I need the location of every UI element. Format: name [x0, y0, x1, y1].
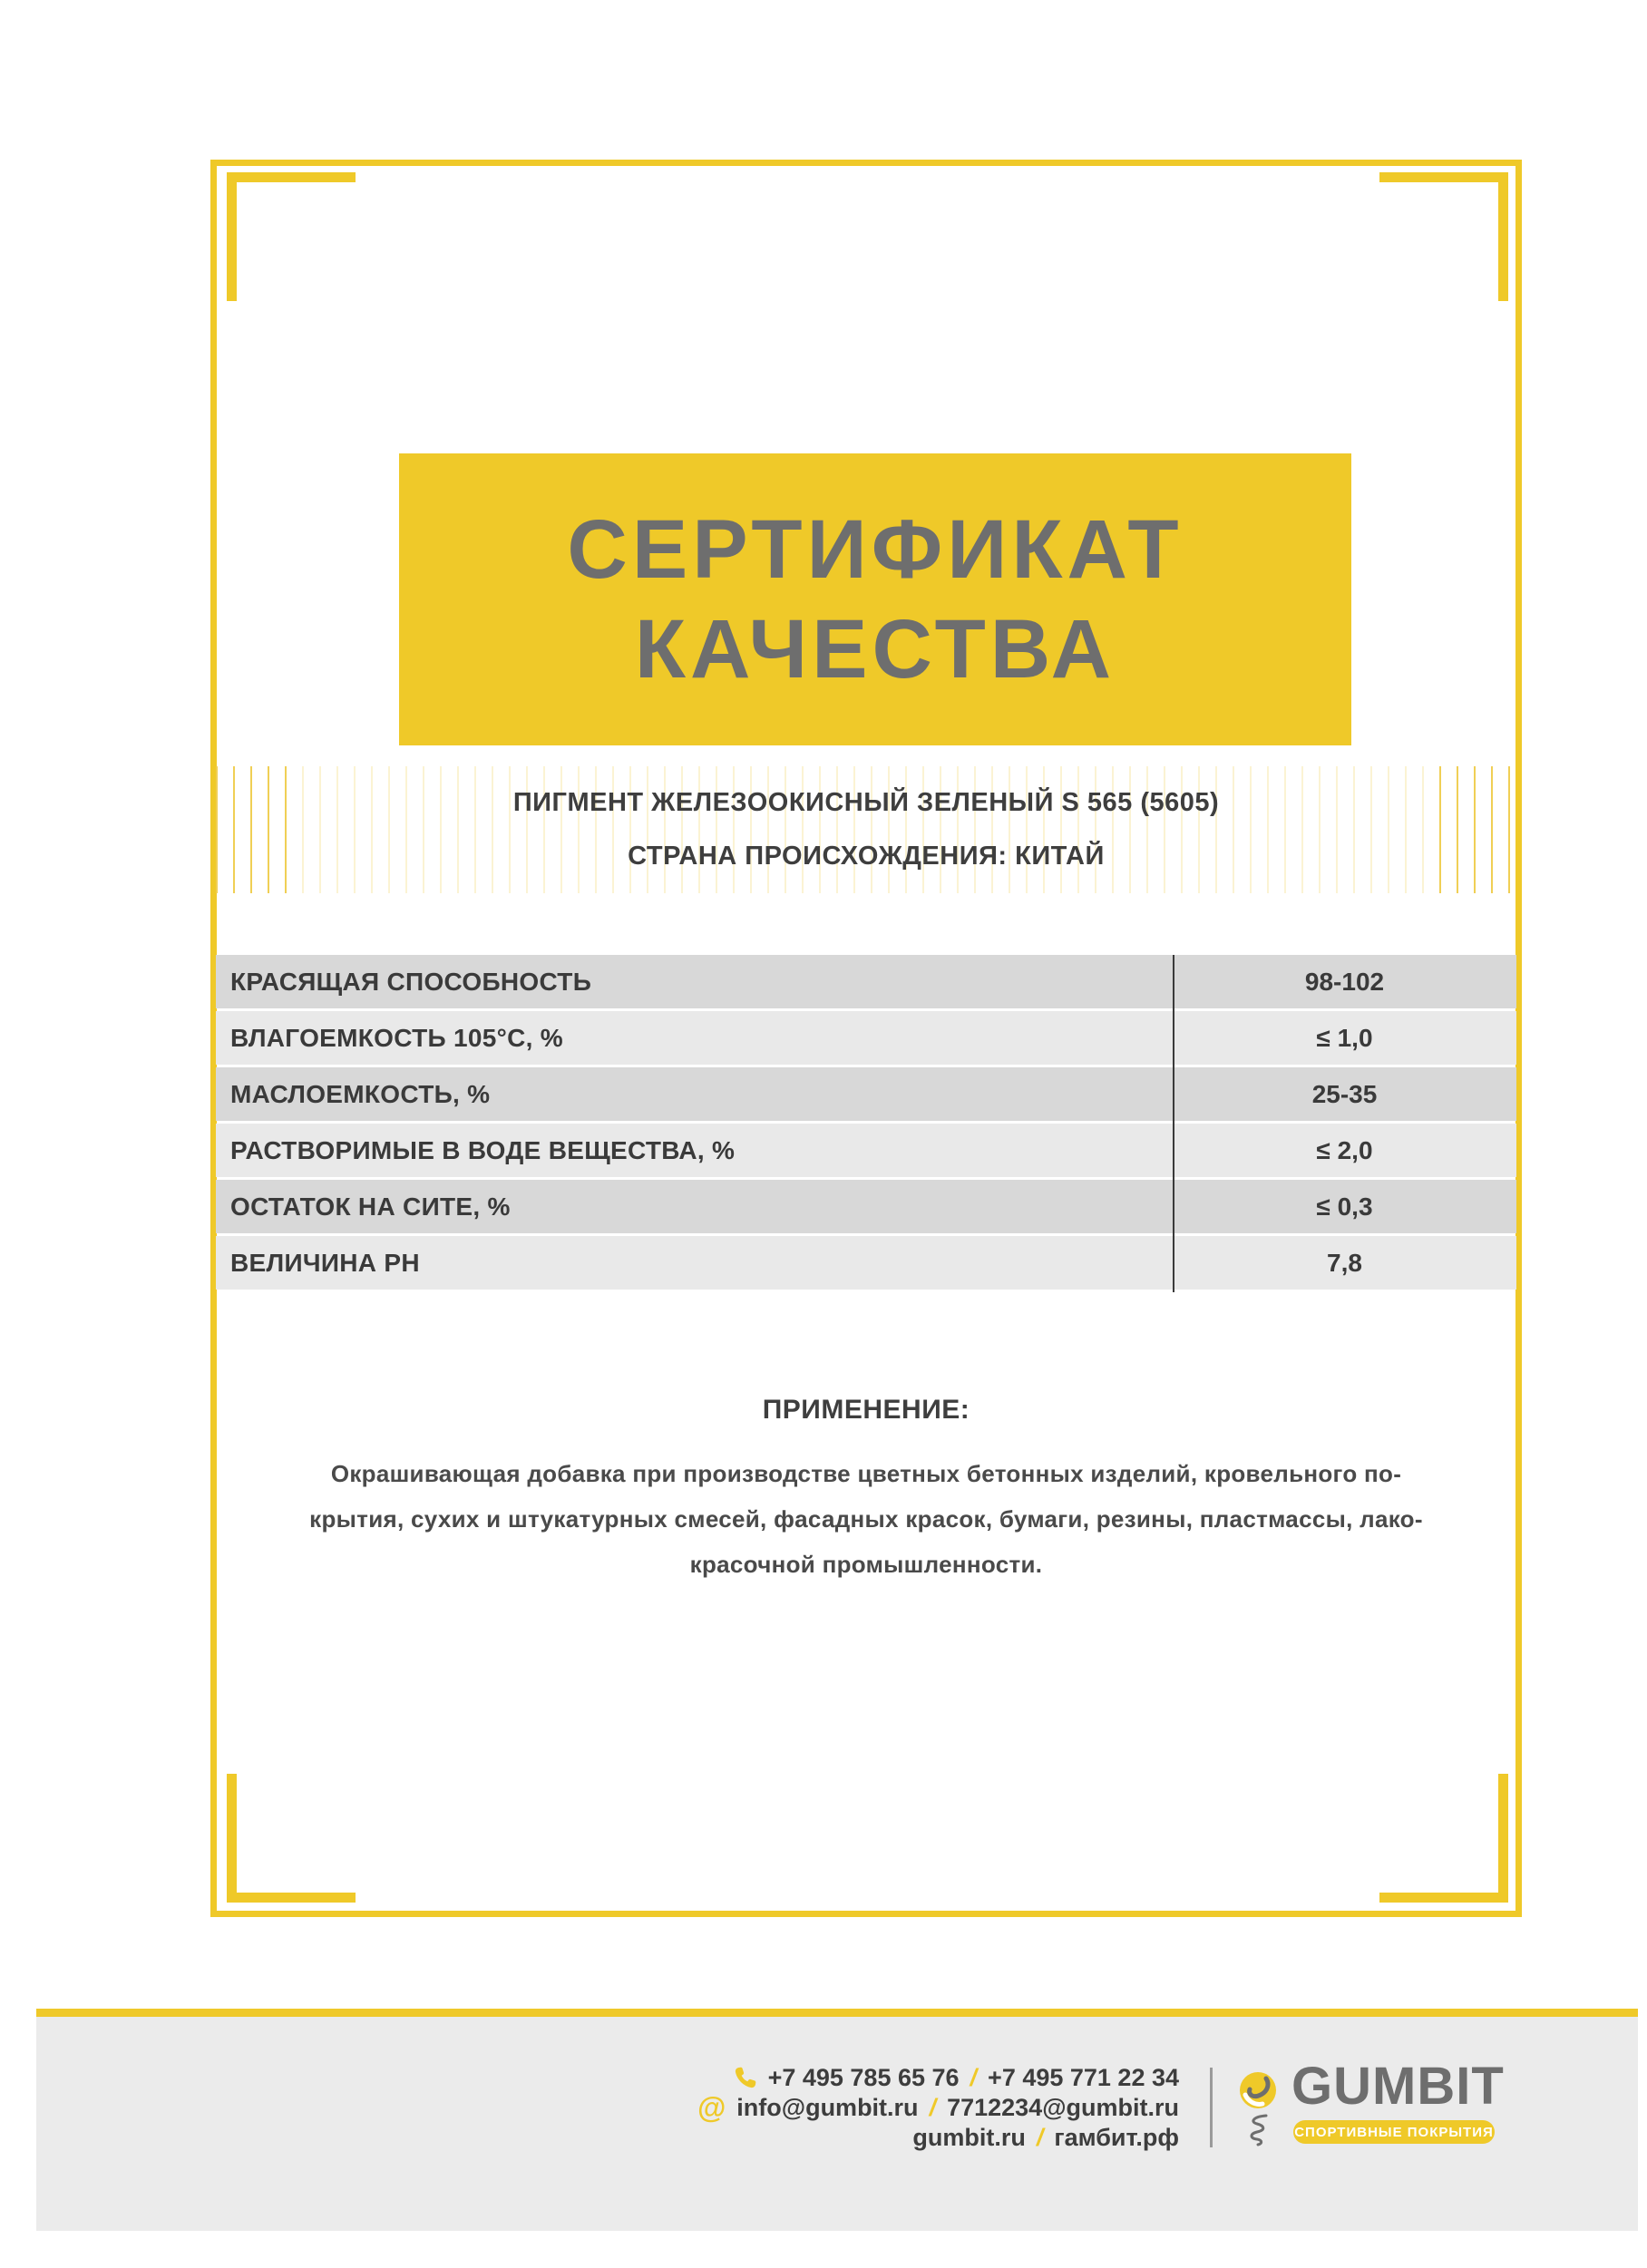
country-of-origin: СТРАНА ПРОИСХОЖДЕНИЯ: КИТАЙ	[628, 842, 1105, 871]
table-row	[216, 1067, 1516, 1121]
certificate-title-line2: КАЧЕСТВА	[634, 603, 1116, 696]
email-1: info@gumbit.ru	[736, 2093, 919, 2121]
application-text-line2: крытия, сухих и штукатурных смесей, фасадных красок, бумаги, резины, пластмассы, лако-	[309, 1505, 1423, 1533]
spec-value: 7,8	[1327, 1249, 1362, 1277]
slash-separator: /	[1036, 2123, 1044, 2151]
table-row	[216, 1011, 1516, 1065]
application-text-line3: красочной промышленности.	[689, 1551, 1043, 1578]
spec-label: КРАСЯЩАЯ СПОСОБНОСТЬ	[230, 968, 592, 996]
table-row	[216, 1236, 1516, 1290]
footer-accent-bar	[36, 2009, 1638, 2017]
table-row	[216, 955, 1516, 1008]
specs-table	[216, 955, 1516, 1292]
corner-mark-top-right	[1379, 172, 1508, 301]
title-banner	[399, 453, 1351, 745]
spec-label: ОСТАТОК НА СИТЕ, %	[230, 1192, 511, 1221]
website-line	[912, 2124, 1179, 2151]
spec-value: ≤ 0,3	[1316, 1192, 1373, 1221]
application-heading: ПРИМЕНЕНИЕ:	[762, 1395, 970, 1425]
spec-value: ≤ 1,0	[1316, 1024, 1373, 1052]
gumbit-wordmark: GUMBIT	[1291, 2057, 1505, 2116]
gumbit-ball-icon	[1239, 2071, 1277, 2114]
certificate-title-line1: СЕРТИФИКАТ	[567, 503, 1184, 596]
spec-value: 25-35	[1311, 1080, 1378, 1108]
at-icon: @	[697, 2091, 726, 2124]
spec-label: ВЕЛИЧИНА РН	[230, 1249, 420, 1277]
phone-number-2: +7 495 771 22 34	[988, 2063, 1179, 2091]
table-column-divider	[1173, 955, 1174, 1292]
phone-number-1: +7 495 785 65 76	[767, 2063, 960, 2091]
spec-label: МАСЛОЕМКОСТЬ, %	[230, 1080, 491, 1108]
contact-block	[697, 2064, 1179, 2151]
product-name: ПИГМЕНТ ЖЕЛЕЗООКИСНЫЙ ЗЕЛЕНЫЙ S 565 (5605)	[512, 788, 1220, 817]
spec-label: РАСТВОРИМЫЕ В ВОДЕ ВЕЩЕСТВА, %	[230, 1136, 736, 1164]
application-text	[216, 1451, 1516, 1587]
phone-line	[734, 2064, 1179, 2091]
phone-icon	[734, 2066, 757, 2089]
email-2: 7712234@gumbit.ru	[947, 2093, 1179, 2121]
corner-mark-bottom-left	[227, 1774, 356, 1903]
slash-separator: /	[970, 2063, 978, 2091]
tagline-label: СПОРТИВНЫЕ ПОКРЫТИЯ	[1294, 2124, 1494, 2140]
table-row	[216, 1124, 1516, 1177]
corner-mark-bottom-right	[1379, 1774, 1508, 1903]
spring-icon	[1244, 2113, 1272, 2152]
stripes-band	[216, 766, 1516, 893]
email-line	[697, 2091, 1179, 2124]
corner-mark-top-left	[227, 172, 356, 301]
gumbit-tagline-pill	[1293, 2120, 1495, 2144]
application-text-line1: Окрашивающая добавка при производстве цветных бетонных изделий, кровельного по-	[330, 1460, 1402, 1487]
website-1: gumbit.ru	[912, 2123, 1026, 2151]
contact-logo-divider	[1210, 2068, 1213, 2147]
website-2: гамбит.рф	[1054, 2123, 1179, 2151]
spec-label: ВЛАГОЕМКОСТЬ 105°С, %	[230, 1024, 563, 1052]
spec-value: 98-102	[1304, 968, 1385, 996]
spec-value: ≤ 2,0	[1316, 1136, 1373, 1164]
table-row	[216, 1180, 1516, 1233]
slash-separator: /	[929, 2093, 937, 2121]
